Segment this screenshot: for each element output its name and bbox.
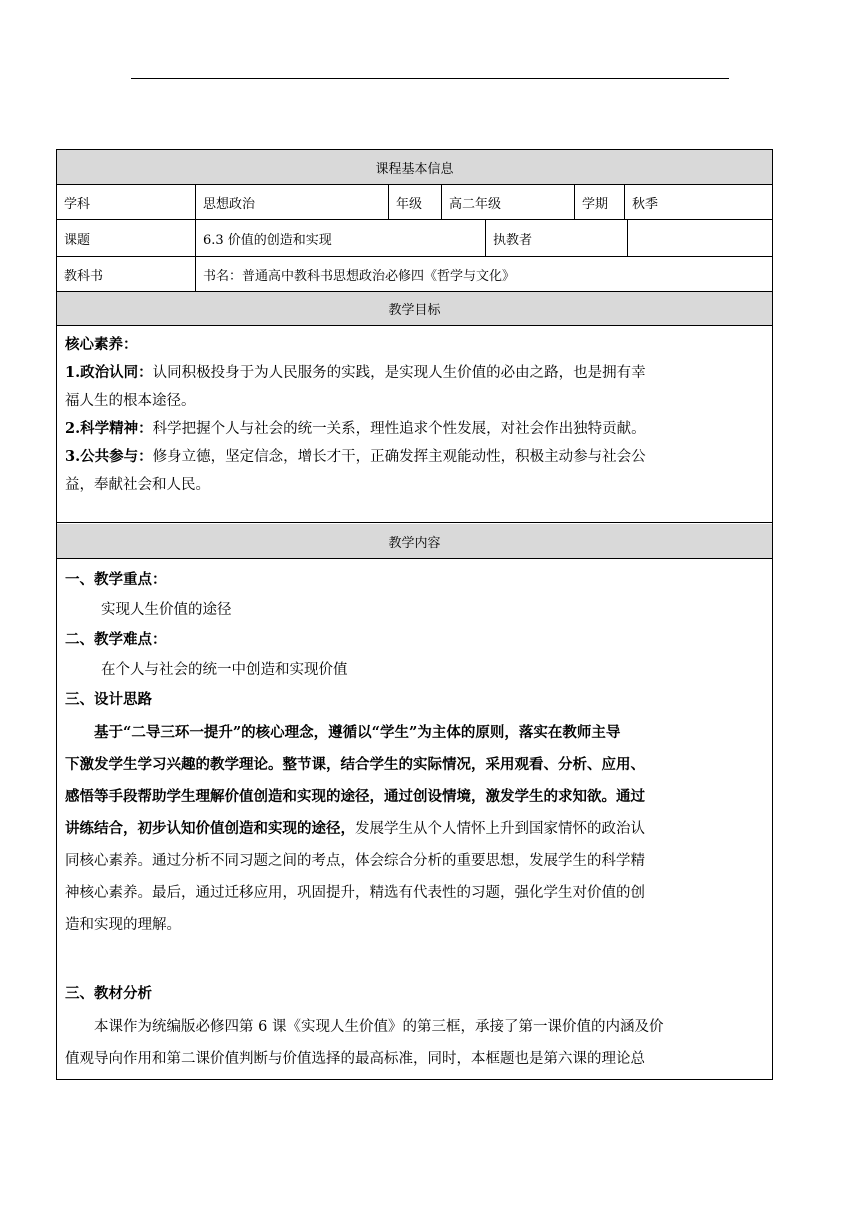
design-line-4-normal: 发展学生从个人情怀上升到国家情怀的政治认 (355, 821, 645, 837)
objectives-header: 教学目标 (57, 292, 772, 326)
difficult-point-title: 二、教学难点： (65, 631, 167, 648)
objective-2-label: 2.科学精神： (65, 420, 153, 437)
key-point-text: 实现人生价值的途径 (101, 602, 232, 618)
objective-item-2 (65, 415, 764, 443)
design-idea-paragraph (65, 717, 764, 941)
textbook-value: 书名：普通高中教科书思想政治必修四《哲学与文化》 (195, 257, 772, 291)
objective-1-text: 认同积极投身于为人民服务的实践，是实现人生价值的必由之路，也是拥有幸 (152, 365, 646, 381)
grade-value: 高二年级 (441, 185, 574, 219)
design-line-5: 同核心素养。通过分析不同习题之间的考点，体会综合分析的重要思想，发展学生的科学精 (65, 853, 645, 869)
objectives-body (57, 326, 772, 523)
design-line-2: 下激发学生学习兴趣的教学理论。整节课，结合学生的实际情况，采用观看、分析、应用、 (65, 756, 645, 773)
grade-label: 年级 (388, 185, 441, 219)
teacher-label: 执教者 (485, 220, 627, 256)
design-line-4 (65, 813, 764, 845)
design-line-3: 感悟等手段帮助学生理解价值创造和实现的途径，通过创设情境，激发学生的求知欲。通过 (65, 788, 645, 805)
key-point-title: 一、教学重点： (65, 571, 167, 588)
lesson-plan-table (56, 149, 773, 1080)
textbook-label: 教科书 (64, 268, 104, 284)
design-line-4-bold: 讲练结合，初步认知价值创造和实现的途径， (65, 820, 355, 837)
analysis-line-1: 本课作为统编版必修四第 6 课《实现人生价值》的第三框，承接了第一课价值的内涵及价 (94, 1019, 664, 1035)
analysis-line-2: 值观导向作用和第二课价值判断与价值选择的最高标准，同时，本框题也是第六课的理论总 (65, 1051, 645, 1067)
design-idea-title: 三、设计思路 (65, 691, 152, 708)
difficult-point-text: 在个人与社会的统一中创造和实现价值 (101, 662, 348, 678)
top-rule (131, 78, 729, 79)
teacher-value (627, 220, 772, 256)
objective-3-label: 3.公共参与： (65, 448, 153, 465)
content-body (57, 559, 772, 1080)
objective-1-text-cont: 福人生的根本途径。 (65, 393, 196, 409)
topic-label: 课题 (64, 232, 91, 248)
objective-item-1 (65, 359, 764, 387)
topic-value: 6.3 价值的创造和实现 (195, 220, 485, 256)
objective-3-text: 修身立德，坚定信念，增长才干，正确发挥主观能动性，积极主动参与社会公 (152, 449, 646, 465)
table-bottom-border (56, 1079, 773, 1080)
term-value: 秋季 (624, 185, 772, 219)
term-label: 学期 (574, 185, 624, 219)
design-line-7: 造和实现的理解。 (65, 917, 181, 933)
objective-2-text: 科学把握个人与社会的统一关系，理性追求个性发展，对社会作出独特贡献。 (152, 421, 646, 437)
design-line-1: 基于“二导三环一提升”的核心理念，遵循以“学生”为主体的原则，落实在教师主导 (94, 724, 621, 741)
subject-value: 思想政治 (195, 185, 388, 219)
objective-1-label: 1.政治认同： (65, 364, 153, 381)
content-header: 教学内容 (57, 524, 772, 559)
design-line-6: 神核心素养。最后，通过迁移应用，巩固提升，精选有代表性的习题，强化学生对价值的创 (65, 885, 645, 901)
topic-row (57, 220, 772, 257)
textbook-analysis-title: 三、教材分析 (65, 985, 152, 1002)
subject-label: 学科 (64, 196, 91, 212)
textbook-row (57, 257, 772, 292)
objective-item-3 (65, 443, 764, 471)
course-info-header: 课程基本信息 (57, 150, 772, 185)
subject-row (57, 185, 772, 220)
core-literacy-title: 核心素养： (65, 336, 138, 353)
objective-3-text-cont: 益，奉献社会和人民。 (65, 477, 210, 493)
